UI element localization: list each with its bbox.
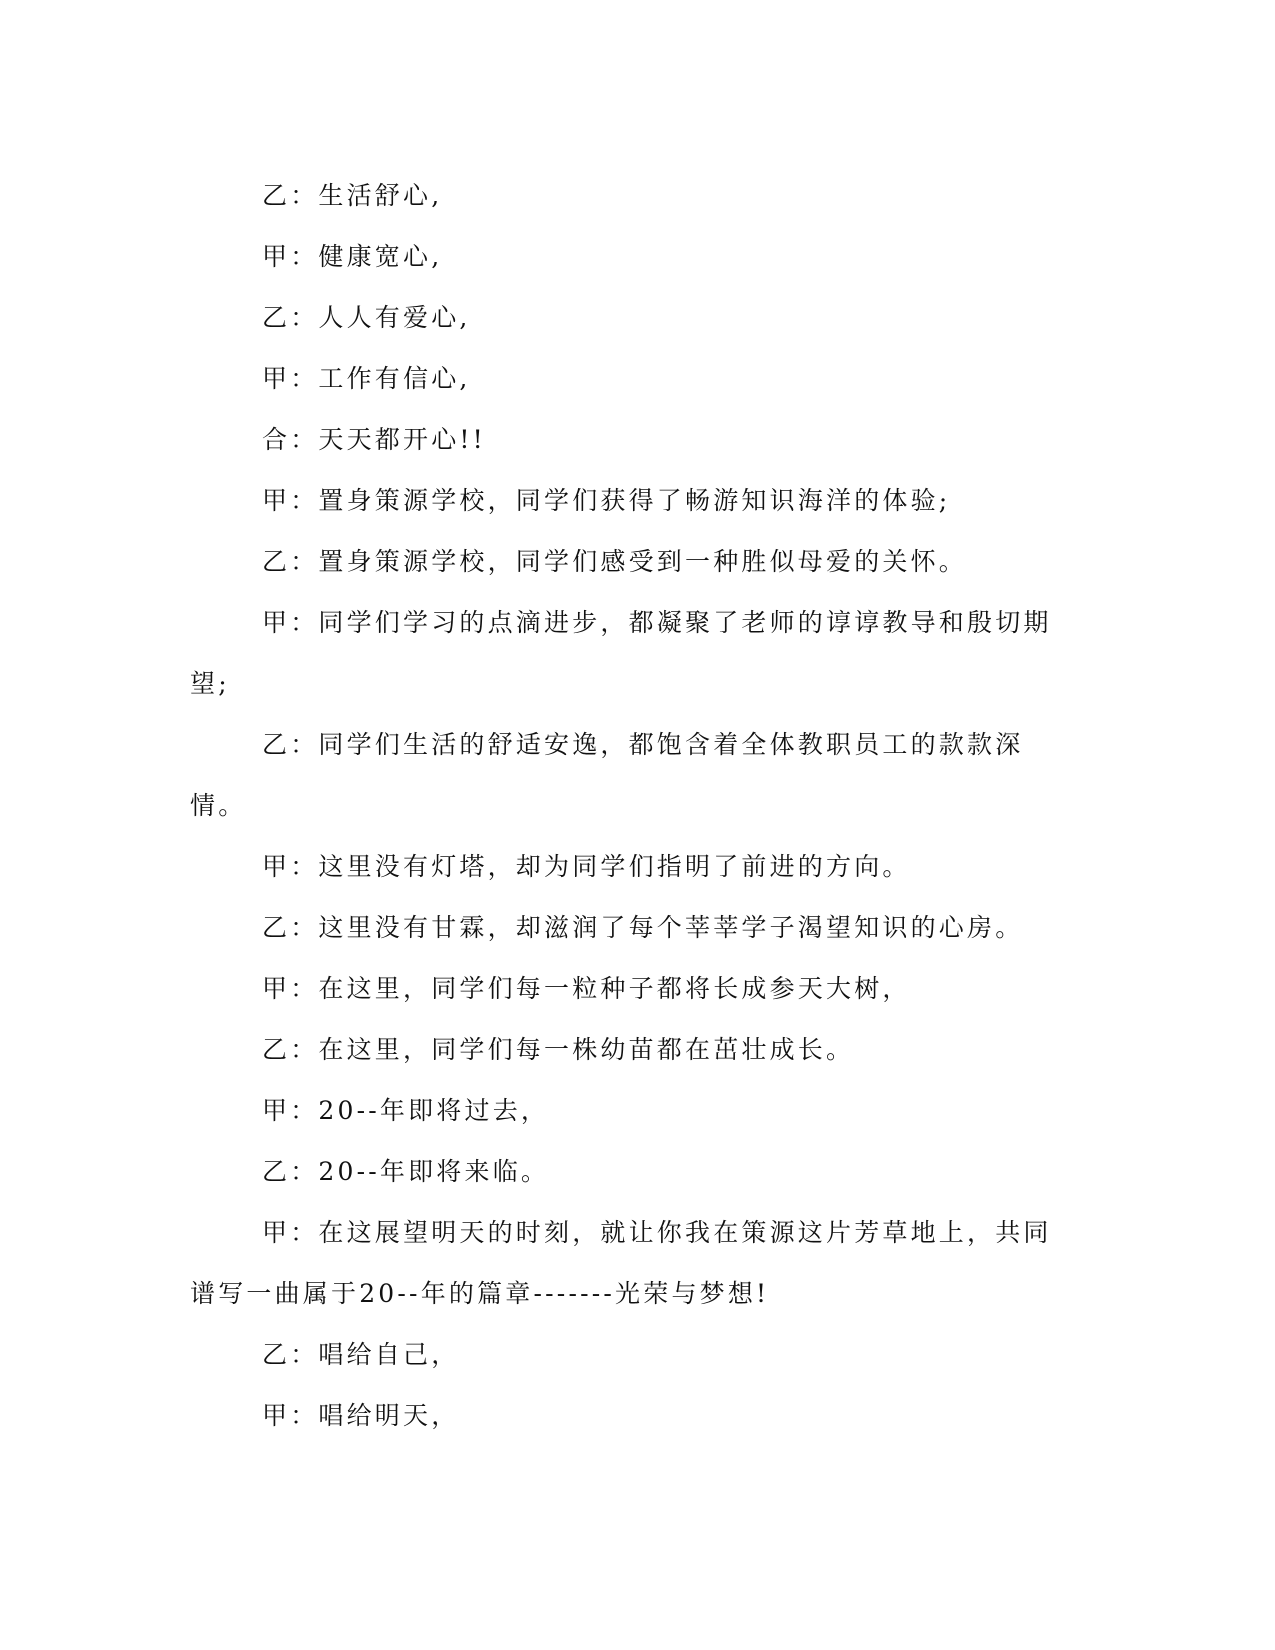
paragraph-10: 甲：这里没有灯塔，却为同学们指明了前进的方向。 bbox=[262, 852, 911, 881]
document-body bbox=[190, 165, 1070, 1446]
paragraph-8: 甲：同学们学习的点滴进步，都凝聚了老师的谆谆教导和殷切期望; bbox=[190, 608, 1052, 698]
paragraph-14: 甲：20--年即将过去， bbox=[262, 1096, 550, 1125]
paragraph-3: 乙：人人有爱心, bbox=[262, 303, 471, 332]
paragraph-17: 乙：唱给自己， bbox=[262, 1340, 460, 1369]
paragraph-4: 甲：工作有信心, bbox=[262, 364, 471, 393]
paragraph-11: 乙：这里没有甘霖，却滋润了每个莘莘学子渴望知识的心房。 bbox=[262, 913, 1024, 942]
paragraph-12: 甲：在这里，同学们每一粒种子都将长成参天大树， bbox=[262, 974, 911, 1003]
paragraph-6: 甲：置身策源学校，同学们获得了畅游知识海洋的体验; bbox=[262, 486, 951, 515]
paragraph-13: 乙：在这里，同学们每一株幼苗都在茁壮成长。 bbox=[262, 1035, 855, 1064]
paragraph-9: 乙：同学们生活的舒适安逸，都饱含着全体教职员工的款款深情。 bbox=[190, 730, 1024, 820]
paragraph-5: 合：天天都开心!! bbox=[262, 425, 486, 454]
paragraph-1: 乙：生活舒心, bbox=[262, 181, 443, 210]
paragraph-18: 甲：唱给明天， bbox=[262, 1401, 460, 1430]
paragraph-15: 乙：20--年即将来临。 bbox=[262, 1157, 550, 1186]
paragraph-2: 甲：健康宽心, bbox=[262, 242, 443, 271]
paragraph-7: 乙：置身策源学校，同学们感受到一种胜似母爱的关怀。 bbox=[262, 547, 968, 576]
paragraph-16: 甲：在这展望明天的时刻，就让你我在策源这片芳草地上，共同谱写一曲属于20--年的篇章-------光荣与梦想! bbox=[190, 1218, 1052, 1308]
